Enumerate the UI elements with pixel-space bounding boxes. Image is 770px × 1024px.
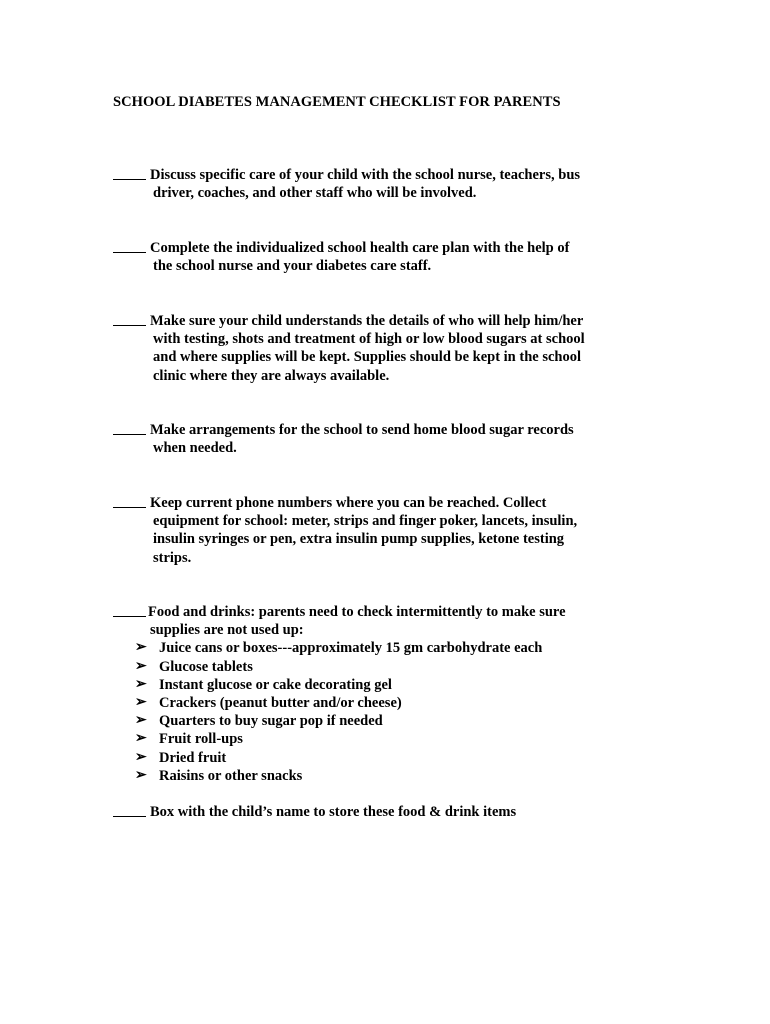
list-item: ➢ Instant glucose or cake decorating gel [135,676,392,693]
item-text-continued: and where supplies will be kept. Supplies should be kept in the school [153,349,581,366]
arrow-bullet-icon: ➢ [135,695,147,711]
item-text: Make sure your child understands the details of who will help him/her [150,313,584,329]
list-item: ➢ Quarters to buy sugar pop if needed [135,713,383,730]
item-text-continued: with testing, shots and treatment of high or low blood sugars at school [153,331,585,348]
list-item: ➢ Fruit roll-ups [135,731,243,748]
list-item: ➢ Dried fruit [135,749,227,766]
item-text: Box with the child’s name to store these food & drink items [150,804,517,820]
arrow-bullet-icon: ➢ [135,767,147,783]
checkbox-blank-line[interactable] [113,603,146,617]
item-text-continued: clinic where they are always available. [153,367,390,384]
checklist-item [113,494,658,567]
item-text-continued: supplies are not used up: [150,622,304,639]
list-item: ➢ Crackers (peanut butter and/or cheese) [135,695,402,712]
document-title: SCHOOL DIABETES MANAGEMENT CHECKLIST FOR PARENTS [113,94,561,110]
list-item: ➢ Juice cans or boxes---approximately 15 gm carbohydrate each [135,640,543,657]
checklist-item [113,239,658,275]
checklist-item [113,312,658,385]
checkbox-blank-line[interactable] [113,803,146,817]
item-text-continued: insulin syringes or pen, extra insulin pump supplies, ketone testing [153,531,565,548]
item-text: Food and drinks: parents need to check intermittently to make sure [148,604,566,620]
checkbox-blank-line[interactable] [113,166,146,180]
item-text: Make arrangements for the school to send home blood sugar records [150,422,574,438]
checklist-item [113,803,658,821]
item-text: Keep current phone numbers where you can be reached. Collect [150,495,547,511]
arrow-bullet-icon: ➢ [135,658,147,674]
arrow-bullet-icon: ➢ [135,713,147,729]
list-item: ➢ Glucose tablets [135,658,253,675]
arrow-bullet-icon: ➢ [135,640,147,656]
food-drinks-item [113,603,658,785]
item-text-continued: driver, coaches, and other staff who will be involved. [153,185,477,202]
checkbox-blank-line[interactable] [113,239,146,253]
checklist-item [113,421,658,457]
food-list [113,639,658,785]
checkbox-blank-line[interactable] [113,312,146,326]
item-text: Complete the individualized school health care plan with the help of [150,240,570,256]
list-item: ➢ Raisins or other snacks [135,767,303,784]
arrow-bullet-icon: ➢ [135,731,147,747]
checkbox-blank-line[interactable] [113,421,146,435]
item-text-continued: strips. [153,549,192,566]
arrow-bullet-icon: ➢ [135,749,147,765]
item-text-continued: equipment for school: meter, strips and finger poker, lancets, insulin, [153,513,578,530]
item-text-continued: when needed. [153,440,237,457]
item-text: Discuss specific care of your child with the school nurse, teachers, bus [150,167,581,183]
arrow-bullet-icon: ➢ [135,676,147,692]
checkbox-blank-line[interactable] [113,494,146,508]
item-text-continued: the school nurse and your diabetes care staff. [153,258,432,275]
checklist-item [113,166,658,202]
